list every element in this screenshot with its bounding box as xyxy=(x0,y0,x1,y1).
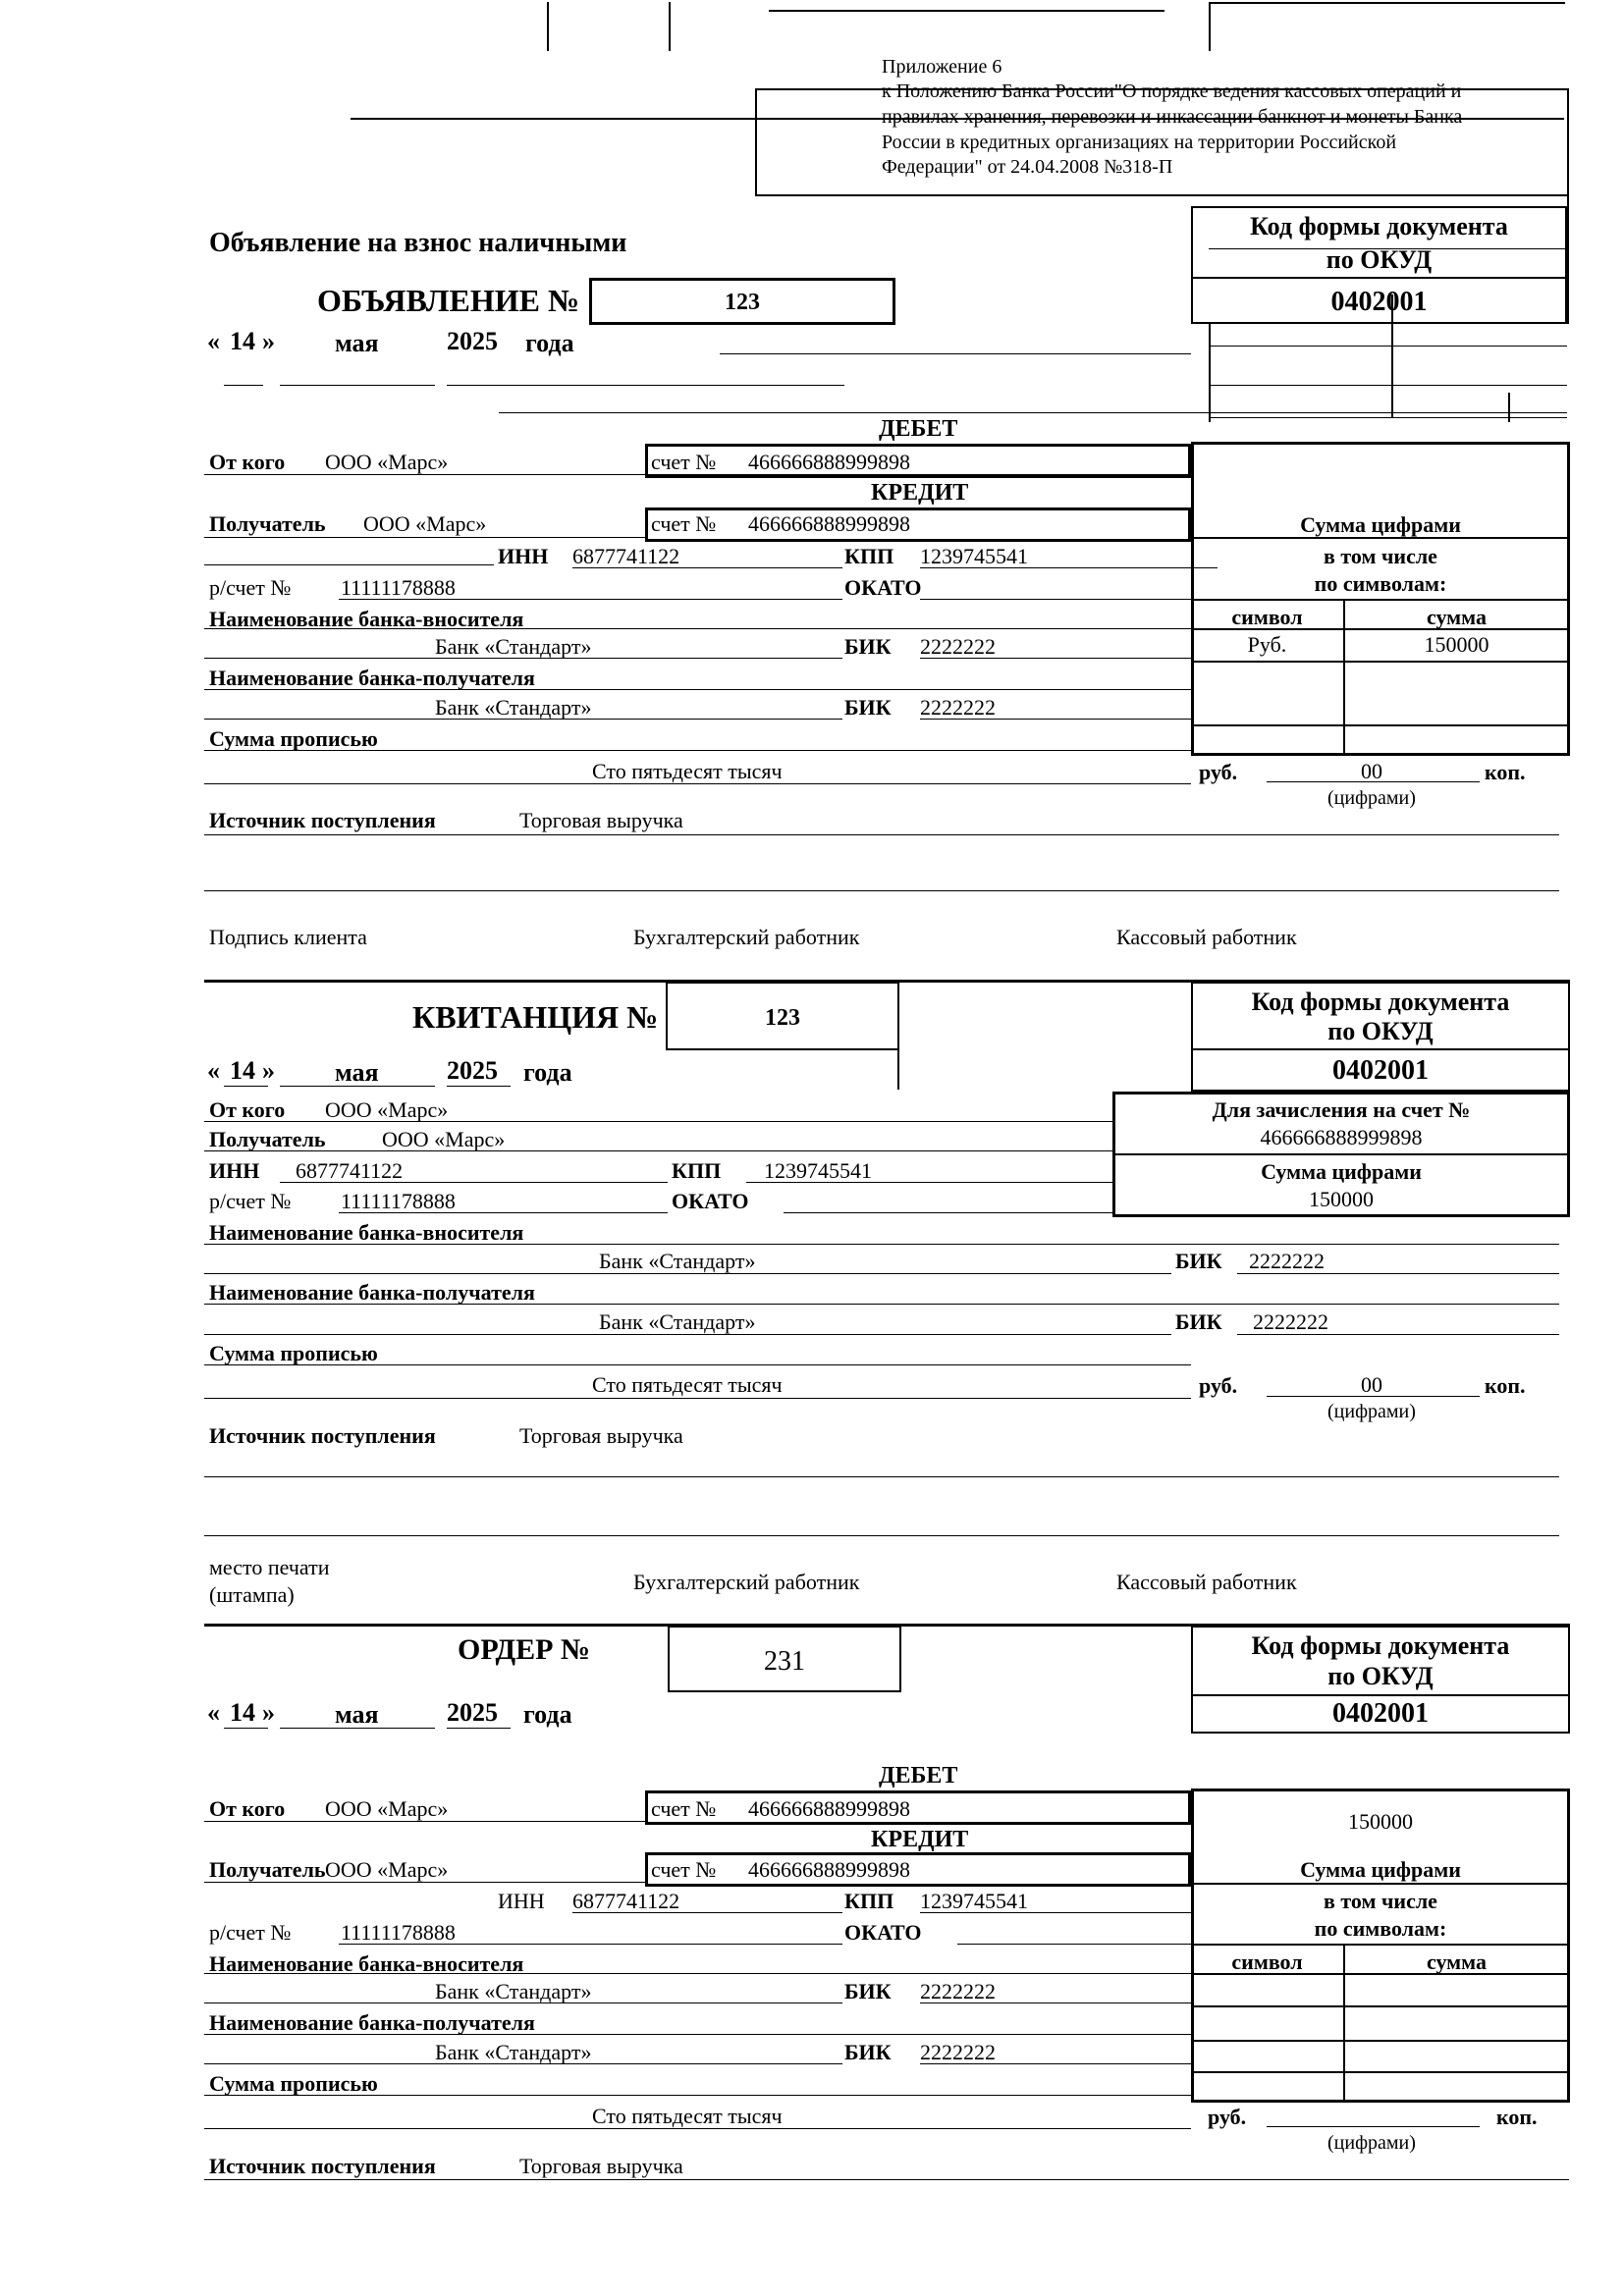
form-code-label: по ОКУД xyxy=(1326,245,1433,274)
kop-value: 00 xyxy=(1361,759,1382,783)
date-year-word: года xyxy=(523,1058,572,1087)
appendix-line: России в кредитных организациях на территории Российской xyxy=(882,132,1397,153)
order-number: 231 xyxy=(764,1646,805,1677)
recipient-value: ООО «Марс» xyxy=(382,1127,506,1151)
sum-header: сумма xyxy=(1426,1949,1487,1974)
date-year-word: года xyxy=(523,1700,572,1729)
kpp-label: КПП xyxy=(844,544,894,568)
okato-label: ОКАТО xyxy=(844,1920,922,1945)
debit-account: 466666888999898 xyxy=(748,450,910,474)
source-label: Источник поступления xyxy=(209,1423,436,1448)
kop-label: коп. xyxy=(1485,1373,1526,1398)
kpp-value: 1239745541 xyxy=(920,1889,1028,1913)
bik-value: 2222222 xyxy=(1249,1249,1325,1273)
account-label: счет № xyxy=(651,511,717,536)
source-label: Источник поступления xyxy=(209,808,436,832)
amount-digits-value: 150000 xyxy=(1309,1187,1374,1211)
sum-value: 150000 xyxy=(1424,632,1489,657)
credit-account: 466666888999898 xyxy=(748,1857,910,1882)
rub-label: руб. xyxy=(1199,760,1238,784)
debit-label: ДЕБЕТ xyxy=(879,1763,958,1789)
symbol-header: символ xyxy=(1231,1949,1303,1974)
from-value: ООО «Марс» xyxy=(325,1097,449,1122)
sign-cashier: Кассовый работник xyxy=(1116,1570,1297,1594)
order-title: ОРДЕР № xyxy=(458,1633,591,1666)
from-label: От кого xyxy=(209,1097,286,1122)
for-credit-account: 466666888999898 xyxy=(1260,1125,1423,1149)
rs-value: 11111178888 xyxy=(341,1189,456,1213)
date-day: 14 xyxy=(230,1698,255,1727)
rub-label: руб. xyxy=(1199,1373,1238,1398)
recipient-value: ООО «Марс» xyxy=(363,511,487,536)
digits-hint: (цифрами) xyxy=(1327,787,1416,809)
bank-recipient-label: Наименование банка-получателя xyxy=(209,2010,535,2035)
kop-label: коп. xyxy=(1496,2105,1538,2129)
sum-header: сумма xyxy=(1426,605,1487,629)
date-close-quote: » xyxy=(262,327,275,355)
bik-label: БИК xyxy=(844,695,892,720)
form-code-value: 0402001 xyxy=(1332,1698,1429,1729)
bik-label: БИК xyxy=(844,634,892,659)
debit-account-box xyxy=(645,444,1191,478)
incl-label: в том числе xyxy=(1324,1889,1437,1913)
sign-accountant: Бухгалтерский работник xyxy=(633,925,860,949)
bank-recipient-value: Банк «Стандарт» xyxy=(435,695,592,720)
credit-account-box xyxy=(645,1852,1191,1887)
date-month: мая xyxy=(335,329,379,357)
amount-value: 150000 xyxy=(1348,1809,1413,1834)
kpp-label: КПП xyxy=(844,1889,894,1913)
form-code-label: Код формы документа xyxy=(1250,212,1508,240)
rs-label: р/счет № xyxy=(209,575,292,600)
credit-label: КРЕДИТ xyxy=(871,480,969,506)
amount-words-value: Сто пятьдесят тысяч xyxy=(592,1372,783,1397)
bank-depositor-value: Банк «Стандарт» xyxy=(435,634,592,659)
bank-depositor-label: Наименование банка-вносителя xyxy=(209,1951,524,1976)
bik-label: БИК xyxy=(1175,1249,1222,1273)
digits-hint: (цифрами) xyxy=(1327,1401,1416,1422)
bik-label: БИК xyxy=(1175,1309,1222,1334)
appendix-line: Федерации" от 24.04.2008 №318-П xyxy=(882,156,1173,178)
amount-words-label: Сумма прописью xyxy=(209,2071,378,2096)
account-label: счет № xyxy=(651,1857,717,1882)
appendix-line: к Положению Банка России"О порядке ведения кассовых операций и xyxy=(882,80,1462,102)
bik-value: 2222222 xyxy=(920,695,996,720)
bank-depositor-value: Банк «Стандарт» xyxy=(435,1979,592,2003)
bank-recipient-label: Наименование банка-получателя xyxy=(209,666,535,690)
date-month: мая xyxy=(335,1700,379,1729)
kpp-label: КПП xyxy=(672,1158,722,1183)
source-value: Торговая выручка xyxy=(519,1423,683,1448)
form-code-label: Код формы документа xyxy=(1251,988,1510,1016)
amount-words-value: Сто пятьдесят тысяч xyxy=(592,759,783,783)
from-value: ООО «Марс» xyxy=(325,450,449,474)
source-value: Торговая выручка xyxy=(519,2154,683,2178)
digits-hint: (цифрами) xyxy=(1327,2132,1416,2154)
inn-value: 6877741122 xyxy=(572,1889,680,1913)
okato-label: ОКАТО xyxy=(672,1189,749,1213)
bik-value: 2222222 xyxy=(920,1979,996,2003)
announcement-title: ОБЪЯВЛЕНИЕ № xyxy=(317,283,580,318)
form-code-value: 0402001 xyxy=(1332,1055,1429,1086)
recipient-label: Получатель xyxy=(209,511,326,536)
amount-words-label: Сумма прописью xyxy=(209,726,378,751)
credit-account-box xyxy=(645,507,1191,542)
date-year: 2025 xyxy=(447,327,498,355)
date-open-quote: « xyxy=(207,327,220,355)
appendix-line: Приложение 6 xyxy=(882,56,1002,78)
amount-digits-label: Сумма цифрами xyxy=(1300,512,1461,537)
incl-label: по символам: xyxy=(1314,571,1447,596)
credit-account: 466666888999898 xyxy=(748,511,910,536)
from-value: ООО «Марс» xyxy=(325,1796,449,1821)
form-code-label: по ОКУД xyxy=(1327,1017,1434,1045)
receipt-title: КВИТАНЦИЯ № xyxy=(412,999,659,1035)
sign-client: Подпись клиента xyxy=(209,925,367,949)
bank-depositor-value: Банк «Стандарт» xyxy=(599,1249,756,1273)
bik-label: БИК xyxy=(844,1979,892,2003)
symbol-header: символ xyxy=(1231,605,1303,629)
amount-words-label: Сумма прописью xyxy=(209,1341,378,1365)
debit-label: ДЕБЕТ xyxy=(879,416,958,442)
rs-label: р/счет № xyxy=(209,1920,292,1945)
source-label: Источник поступления xyxy=(209,2154,436,2178)
bik-value: 2222222 xyxy=(1253,1309,1328,1334)
recipient-label: Получатель xyxy=(209,1857,326,1882)
incl-label: по символам: xyxy=(1314,1916,1447,1941)
amount-digits-label: Сумма цифрами xyxy=(1261,1159,1422,1184)
amount-box xyxy=(1191,1789,1570,2103)
bik-label: БИК xyxy=(844,2040,892,2064)
form-code-value: 0402001 xyxy=(1330,287,1428,317)
announcement-header: Объявление на взнос наличными xyxy=(209,228,627,258)
from-label: От кого xyxy=(209,1796,286,1821)
date-day: 14 xyxy=(230,1056,255,1085)
inn-label: ИНН xyxy=(498,1889,545,1913)
amount-digits-label: Сумма цифрами xyxy=(1300,1857,1461,1882)
date-year: 2025 xyxy=(447,1056,498,1085)
okato-label: ОКАТО xyxy=(844,575,922,600)
date-open-quote: « xyxy=(207,1056,220,1085)
form-code-label: Код формы документа xyxy=(1251,1631,1510,1660)
from-label: От кого xyxy=(209,450,286,474)
bik-value: 2222222 xyxy=(920,634,996,659)
announcement-number: 123 xyxy=(725,290,760,315)
kpp-value: 1239745541 xyxy=(764,1158,872,1183)
date-day: 14 xyxy=(230,327,255,355)
recipient-value: ООО «Марс» xyxy=(325,1857,449,1882)
date-month: мая xyxy=(335,1058,379,1087)
stamp-place: (штампа) xyxy=(209,1582,295,1607)
date-year-word: года xyxy=(525,329,574,357)
inn-value: 6877741122 xyxy=(296,1158,404,1183)
for-credit-label: Для зачисления на счет № xyxy=(1212,1097,1471,1122)
sign-cashier: Кассовый работник xyxy=(1116,925,1297,949)
amount-words-value: Сто пятьдесят тысяч xyxy=(592,2104,783,2128)
date-close-quote: » xyxy=(262,1056,275,1085)
sign-accountant: Бухгалтерский работник xyxy=(633,1570,860,1594)
recipient-label: Получатель xyxy=(209,1127,326,1151)
bank-depositor-label: Наименование банка-вносителя xyxy=(209,607,524,631)
kop-value: 00 xyxy=(1361,1372,1382,1397)
date-open-quote: « xyxy=(207,1698,220,1727)
rs-label: р/счет № xyxy=(209,1189,292,1213)
inn-label: ИНН xyxy=(498,544,549,568)
bik-value: 2222222 xyxy=(920,2040,996,2064)
rub-label: руб. xyxy=(1208,2105,1247,2129)
kop-label: коп. xyxy=(1485,760,1526,784)
rs-value: 11111178888 xyxy=(341,575,456,600)
date-close-quote: » xyxy=(262,1698,275,1727)
bank-recipient-label: Наименование банка-получателя xyxy=(209,1280,535,1305)
receipt-number: 123 xyxy=(765,1005,800,1031)
source-value: Торговая выручка xyxy=(519,808,683,832)
inn-label: ИНН xyxy=(209,1158,260,1183)
account-label: счет № xyxy=(651,1796,717,1821)
rs-value: 11111178888 xyxy=(341,1920,456,1945)
stamp-place: место печати xyxy=(209,1555,330,1579)
bank-depositor-label: Наименование банка-вносителя xyxy=(209,1220,524,1245)
bank-recipient-value: Банк «Стандарт» xyxy=(435,2040,592,2064)
incl-label: в том числе xyxy=(1324,544,1437,568)
debit-account-box xyxy=(645,1790,1191,1825)
date-year: 2025 xyxy=(447,1698,498,1727)
account-label: счет № xyxy=(651,450,717,474)
kpp-value: 1239745541 xyxy=(920,544,1028,568)
debit-account: 466666888999898 xyxy=(748,1796,910,1821)
form-code-label: по ОКУД xyxy=(1327,1662,1434,1690)
appendix-line: правилах хранения, перевозки и инкассации банкнот и монеты Банка xyxy=(882,106,1463,128)
symbol-value: Руб. xyxy=(1247,632,1287,657)
inn-value: 6877741122 xyxy=(572,544,680,568)
credit-label: КРЕДИТ xyxy=(871,1827,969,1852)
bank-recipient-value: Банк «Стандарт» xyxy=(599,1309,756,1334)
